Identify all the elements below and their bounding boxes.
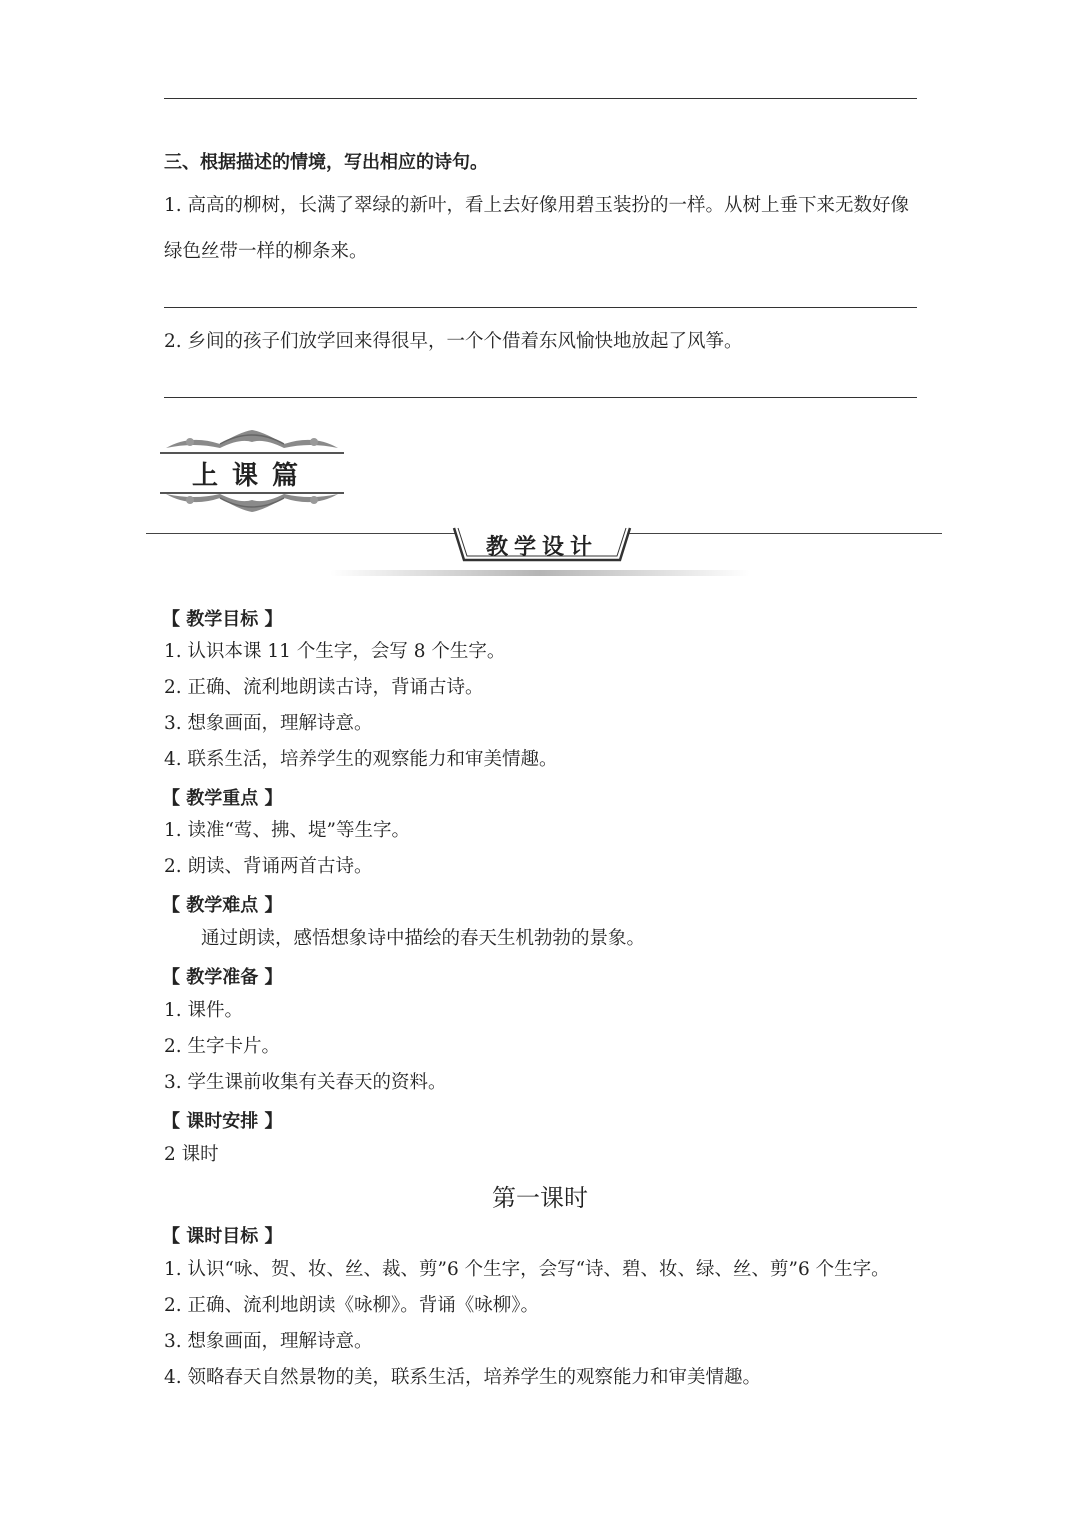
lesson-goals-title: 【 课时目标 】	[162, 1226, 283, 1247]
answer-line-1[interactable]	[164, 307, 917, 308]
difficulty-text: 通过朗读，感悟想象诗中描绘的春天生机勃勃的景象。	[201, 928, 646, 949]
key-point-item: 2. 朗读、背诵两首古诗。	[164, 856, 373, 877]
tab-shadow	[330, 570, 750, 576]
top-divider	[164, 98, 917, 99]
preparation-item: 1. 课件。	[164, 1000, 244, 1021]
badge-title: 上课篇	[160, 452, 344, 494]
goal-item: 4. 联系生活，培养学生的观察能力和审美情趣。	[164, 749, 558, 770]
preparation-item: 3. 学生课前收集有关春天的资料。	[164, 1072, 447, 1093]
goal-item: 2. 正确、流利地朗读古诗，背诵古诗。	[164, 677, 484, 698]
tab-title: 教学设计	[485, 534, 598, 560]
lesson-goal-item: 1. 认识“咏、贺、妆、丝、裁、剪”6 个生字，会写“诗、碧、妆、绿、丝、剪”6 个生字。	[164, 1259, 890, 1280]
section-badge	[160, 428, 344, 514]
lesson-goal-item: 4. 领略春天自然景物的美，联系生活，培养学生的观察能力和审美情趣。	[164, 1367, 762, 1388]
goal-item: 3. 想象画面，理解诗意。	[164, 713, 373, 734]
goal-item: 1. 认识本课 11 个生字，会写 8 个生字。	[164, 641, 506, 662]
schedule-text: 2 课时	[164, 1144, 219, 1165]
lesson-title: 第一课时	[492, 1184, 588, 1212]
lesson-goal-item: 2. 正确、流利地朗读《咏柳》。背诵《咏柳》。	[164, 1295, 540, 1316]
question-2: 2. 乡间的孩子们放学回来得很早，一个个借着东风愉快地放起了风筝。	[164, 331, 743, 352]
lesson-goal-item: 3. 想象画面，理解诗意。	[164, 1331, 373, 1352]
goals-title: 【 教学目标 】	[162, 609, 283, 630]
key-points-title: 【 教学重点 】	[162, 788, 283, 809]
exercise-heading: 三、根据描述的情境，写出相应的诗句。	[164, 152, 488, 173]
answer-line-2[interactable]	[164, 397, 917, 398]
preparation-title: 【 教学准备 】	[162, 967, 283, 988]
difficulties-title: 【 教学难点 】	[162, 895, 283, 916]
preparation-item: 2. 生字卡片。	[164, 1036, 281, 1057]
question-1-line-1: 1. 高高的柳树，长满了翠绿的新叶，看上去好像用碧玉装扮的一样。从树上垂下来无数好像	[164, 195, 910, 216]
key-point-item: 1. 读准“莺、拂、堤”等生字。	[164, 820, 410, 841]
schedule-title: 【 课时安排 】	[162, 1111, 283, 1132]
question-1-line-2: 绿色丝带一样的柳条来。	[164, 241, 368, 262]
